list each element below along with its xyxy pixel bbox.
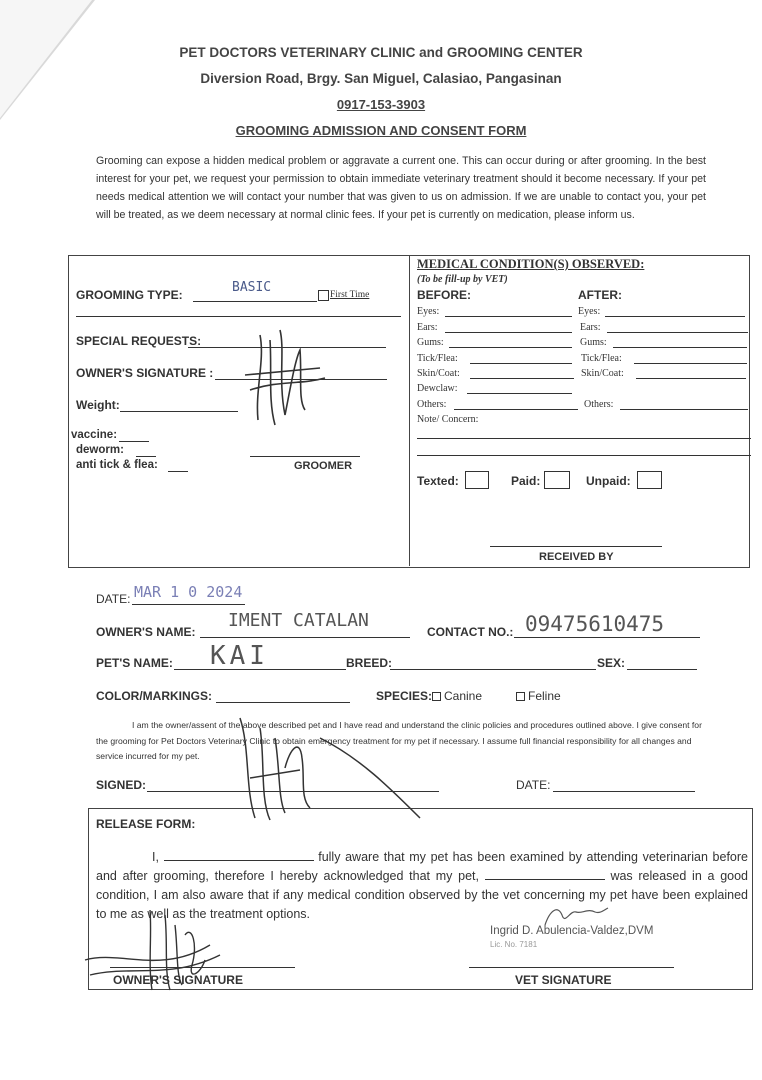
sex-label: SEX: [597, 656, 626, 670]
vet-name: Ingrid D. Abulencia-Valdez,DVM [490, 925, 654, 937]
received-by-line[interactable] [490, 546, 662, 547]
owner-name-value: IMENT CATALAN [228, 610, 369, 631]
paid-checkbox[interactable] [544, 471, 570, 489]
after-others-label: Others: [584, 399, 614, 410]
medical-title: MEDICAL CONDITION(S) OBSERVED: [417, 257, 645, 271]
before-skincoat-label: Skin/Coat: [417, 368, 460, 379]
special-requests-label: SPECIAL REQUESTS: [76, 334, 202, 348]
date-label: DATE: [96, 592, 131, 606]
after-ears-field[interactable] [607, 332, 748, 333]
before-ears-label: Ears: [417, 322, 438, 333]
owner-release-sig-label: OWNER'S SIGNATURE [113, 973, 243, 987]
vet-license: Lic. No. 7181 [490, 940, 538, 949]
after-skincoat-field[interactable] [636, 378, 746, 379]
grooming-type-label: GROOMING TYPE: [76, 288, 183, 302]
release-pet-blank[interactable] [485, 867, 605, 880]
paid-label: Paid: [511, 474, 541, 488]
breed-label: BREED: [346, 656, 393, 670]
after-ears-label: Ears: [580, 322, 601, 333]
weight-field[interactable] [120, 411, 238, 412]
before-eyes-field[interactable] [445, 316, 572, 317]
release-text-1: I, [152, 850, 159, 864]
consent-text: I am the owner/assent of the above described pet and I have read and understand the clinic policies and procedures outlined above. I give consent for the grooming for Pet Doctors Veterinary Clinic to obtain emergency treatment for my pet if necessary. I assume full financial responsibility for all changes and service incurred for my pet. [96, 720, 702, 761]
vaccine-label: vaccine: [71, 429, 118, 441]
before-others-field[interactable] [454, 409, 578, 410]
canine-checkbox[interactable] [432, 692, 441, 701]
owner-signature-scribble-top [240, 320, 330, 430]
before-tickflea-field[interactable] [470, 363, 572, 364]
after-skincoat-label: Skin/Coat: [581, 368, 624, 379]
contact-field[interactable] [514, 637, 700, 638]
release-form-title: RELEASE FORM: [96, 817, 196, 831]
feline-label: Feline [528, 689, 561, 703]
after-label: AFTER: [578, 288, 622, 302]
first-time-checkbox[interactable] [318, 290, 329, 301]
owner-name-field[interactable] [200, 637, 410, 638]
before-tickflea-label: Tick/Flea: [417, 353, 458, 364]
feline-checkbox[interactable] [516, 692, 525, 701]
contact-label: CONTACT NO.: [427, 625, 514, 639]
grooming-type-field[interactable] [193, 301, 317, 302]
section-divider [409, 255, 410, 566]
clinic-name: PET DOCTORS VETERINARY CLINIC and GROOMING CENTER [179, 45, 583, 60]
note-line-2[interactable] [417, 455, 751, 456]
signed-label: SIGNED: [96, 778, 147, 792]
consent-date-field[interactable] [553, 791, 695, 792]
deworm-label: deworm: [76, 444, 124, 456]
color-markings-field[interactable] [216, 702, 350, 703]
groomer-label: GROOMER [294, 460, 353, 472]
note-line-1[interactable] [417, 438, 751, 439]
deworm-field[interactable] [136, 456, 156, 457]
grooming-type-line-2 [76, 316, 401, 317]
after-eyes-field[interactable] [605, 316, 745, 317]
anti-tick-label: anti tick & flea: [76, 459, 158, 471]
form-title: GROOMING ADMISSION AND CONSENT FORM [235, 123, 527, 138]
note-concern-label: Note/ Concern: [417, 414, 479, 425]
pet-name-label: PET'S NAME: [96, 656, 173, 670]
release-owner-blank[interactable] [164, 848, 314, 861]
texted-label: Texted: [417, 474, 459, 488]
first-time-label: First Time [330, 290, 370, 300]
before-gums-label: Gums: [417, 337, 444, 348]
groomer-signature-line[interactable] [250, 456, 360, 457]
sex-field[interactable] [627, 669, 697, 670]
vet-sig-line[interactable] [469, 967, 674, 968]
medical-subtitle: (To be fill-up by VET) [417, 274, 508, 285]
date-value: MAR 1 0 2024 [134, 583, 243, 601]
owner-signature-scribble-consent [230, 708, 430, 828]
color-markings-label: COLOR/MARKINGS: [96, 689, 212, 703]
canine-label: Canine [444, 689, 483, 703]
before-others-label: Others: [417, 399, 447, 410]
before-eyes-label: Eyes: [417, 306, 440, 317]
release-text-3: was released in a good condition, I am also aware that if any medical condition observed by the vet concerning my pet have been explained to me as well as the treatment options. [96, 869, 748, 921]
vet-sig-label: VET SIGNATURE [515, 973, 612, 987]
clinic-address: Diversion Road, Brgy. San Miguel, Calasiao, Pangasinan [200, 71, 562, 86]
intro-paragraph: Grooming can expose a hidden medical problem or aggravate a current one. This can occur during or after grooming. In the best interest for your pet, we request your permission to obtain immediate veterinary treatment should it become necessary. If your pet needs medical attention we will contact your number that was given to us on admission. If we are unable to contact you, your pet will be treated, as we deem necessary at normal clinic fees. If your pet is currently on medication, please inform us. [96, 155, 706, 221]
after-eyes-label: Eyes: [578, 306, 601, 317]
owner-name-label: OWNER'S NAME: [96, 625, 196, 639]
unpaid-label: Unpaid: [586, 474, 631, 488]
contact-value: 09475610475 [525, 612, 665, 636]
after-tickflea-field[interactable] [634, 363, 747, 364]
before-ears-field[interactable] [445, 332, 572, 333]
before-label: BEFORE: [417, 288, 471, 302]
before-dewclaw-field[interactable] [467, 393, 572, 394]
before-skincoat-field[interactable] [470, 378, 574, 379]
species-label: SPECIES: [376, 689, 433, 703]
texted-checkbox[interactable] [465, 471, 489, 489]
received-by-label: RECEIVED BY [539, 551, 614, 563]
vet-signature-scribble [540, 900, 610, 930]
before-gums-field[interactable] [449, 347, 572, 348]
owner-signature-scribble-release [80, 905, 230, 995]
grooming-type-value: BASIC [232, 280, 272, 295]
after-others-field[interactable] [620, 409, 748, 410]
after-tickflea-label: Tick/Flea: [581, 353, 622, 364]
before-dewclaw-label: Dewclaw: [417, 383, 458, 394]
pet-name-value: KAI [210, 641, 269, 671]
anti-tick-field[interactable] [168, 471, 188, 472]
consent-date-label: DATE: [516, 778, 551, 792]
unpaid-checkbox[interactable] [637, 471, 662, 489]
weight-label: Weight: [76, 398, 120, 412]
owner-signature-label: OWNER'S SIGNATURE : [76, 366, 214, 380]
after-gums-field[interactable] [613, 347, 747, 348]
after-gums-label: Gums: [580, 337, 607, 348]
date-field[interactable] [132, 604, 245, 605]
clinic-phone: 0917-153-3903 [336, 97, 426, 112]
release-text-2: fully aware that my pet has been examined by attending veterinarian before and after grooming, therefore I hereby acknowledged that my pet, [96, 850, 748, 883]
vaccine-field[interactable] [119, 441, 149, 442]
breed-field[interactable] [390, 669, 596, 670]
